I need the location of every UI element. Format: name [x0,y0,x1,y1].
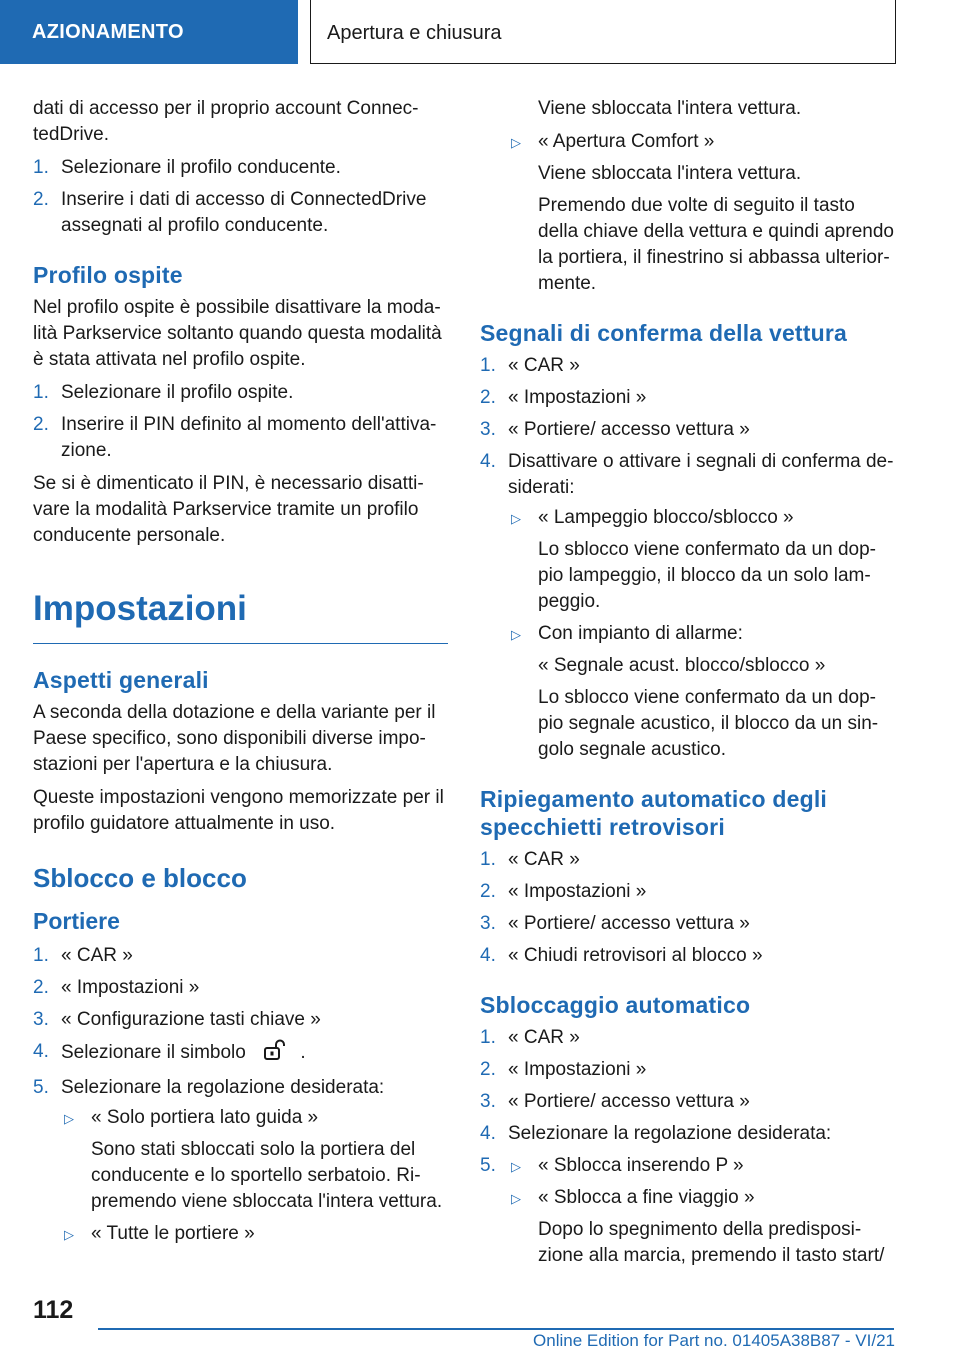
step-number: 4. [480,451,496,472]
step-number: 5. [33,1077,49,1098]
triangle-bullet-icon: ▷ [511,1159,521,1174]
step-text: « Chiudi retrovisori al blocco » [508,945,763,966]
step-text: Disattivare o attivare i segnali di conferma de-siderati: [508,451,894,498]
option-label: « Solo portiera lato guida » [91,1107,319,1128]
step-text: « Impostazioni » [508,387,647,408]
list-item [480,1153,895,1269]
step-number: 1. [33,157,49,178]
step-number: 2. [33,977,49,998]
option-label: Con impianto di allarme: [538,623,743,644]
paragraph: dati di accesso per il proprio account Connec-tedDrive. [33,98,419,145]
option-description: Viene sbloccata l'intera vettura. [538,163,802,184]
option-description: Premendo due volte di seguito il tasto della chiave della vettura e quindi aprendo la portiera, il finestrino si abbassa ulterior-mente. [538,195,894,294]
step-number: 3. [480,1091,496,1112]
list-item [480,879,895,905]
heading-general: Aspetti generali [33,667,209,693]
list-item [33,975,448,1001]
option-label: « Sblocca a fine viaggio » [538,1187,755,1208]
heading-confirmation-signals: Segnali di conferma della vettura [480,320,848,346]
chapter-title: AZIONAMENTO [32,21,184,43]
step-number: 4. [480,1123,496,1144]
footer-edition: Online Edition for Part no. 01405A38B87 - VI/21 [533,1331,895,1350]
option-item [508,129,895,297]
option-description: Lo sblocco viene confermato da un dop-pio lampeggio, il blocco da un solo lam-peggio. [538,539,876,612]
step-number: 4. [480,945,496,966]
step-text: « Portiere/ accesso vettura » [508,913,750,934]
step-text: « Portiere/ accesso vettura » [508,419,750,440]
step-number: 1. [480,849,496,870]
steps-list [33,380,448,464]
option-list [508,505,895,763]
list-item [33,1039,448,1069]
list-item [33,1075,448,1247]
step-text-suffix: . [300,1042,306,1063]
step-number: 3. [480,419,496,440]
list-item [480,417,895,443]
list-item [480,1057,895,1083]
step-number: 2. [480,881,496,902]
step-number: 4. [33,1041,49,1062]
option-item [61,1221,448,1247]
step-number: 2. [480,1059,496,1080]
step-number: 3. [480,913,496,934]
list-item [480,943,895,969]
step-text: « Configurazione tasti chiave » [61,1009,321,1030]
step-number: 2. [33,189,49,210]
option-description: Lo sblocco viene confermato da un dop-pio segnale acustico, il blocco da un sin-golo segnale acustico. [538,687,879,760]
paragraph: Nel profilo ospite è possibile disattivare la moda-lità Parkservice soltanto quando questa modalità è stata attivata nel profilo ospite. [33,297,442,370]
triangle-bullet-icon: ▷ [64,1111,74,1126]
step-number: 5. [480,1155,496,1176]
step-number: 1. [480,355,496,376]
list-item [33,412,448,464]
step-number: 1. [33,382,49,403]
step-number: 2. [33,414,49,435]
steps-list [33,155,448,239]
chapter-tab [0,0,298,64]
option-item [508,621,895,763]
steps-list [480,847,895,969]
list-item [33,187,448,239]
section-title: Apertura e chiusura [327,22,502,44]
heading-guest-profile: Profilo ospite [33,262,183,288]
steps-list [480,353,895,763]
step-text: « Impostazioni » [508,1059,647,1080]
step-text: « Impostazioni » [508,881,647,902]
page-number: 112 [33,1296,74,1324]
option-list [508,1153,895,1269]
step-text: Inserire i dati di accesso di ConnectedDrive assegnati al profilo conducente. [61,189,427,236]
step-text: Selezionare la regolazione desiderata: [61,1077,385,1098]
option-item [508,505,895,615]
heading-unlock-lock: Sblocco e blocco [33,863,247,893]
paragraph: Queste impostazioni vengono memorizzate per il profilo guidatore attualmente in uso. [33,787,444,834]
option-item [508,1185,895,1269]
list-item [480,385,895,411]
list-item [480,1121,895,1147]
triangle-bullet-icon: ▷ [511,511,521,526]
list-item [480,1025,895,1051]
list-item [480,353,895,379]
paragraph: A seconda della dotazione e della variante per il Paese specifico, sono disponibili diverse impo-stazioni per l'apertura e la chiusura. [33,702,436,775]
option-sublabel: « Segnale acust. blocco/sblocco » [538,655,826,676]
option-list [61,1105,448,1247]
step-text: Selezionare il simbolo [61,1042,246,1063]
step-text: Selezionare la regolazione desiderata: [508,1123,832,1144]
list-item [33,155,448,181]
option-description: Viene sbloccata l'intera vettura. [538,98,802,119]
triangle-bullet-icon: ▷ [64,1227,74,1242]
step-number: 3. [33,1009,49,1030]
triangle-bullet-icon: ▷ [511,135,521,150]
step-text: « CAR » [61,945,133,966]
paragraph: Se si è dimenticato il PIN, è necessario disatti-vare la modalità Parkservice tramite un profilo conducente personale. [33,473,424,546]
left-column [33,96,448,1254]
heading-mirror-folding: Ripiegamento automatico degli specchietti retrovisori [480,786,828,840]
step-number: 1. [33,945,49,966]
step-text: « Impostazioni » [61,977,200,998]
right-column [480,96,895,1276]
step-number: 2. [480,387,496,408]
step-number: 1. [480,1027,496,1048]
option-item [508,1153,895,1179]
option-description: Sono stati sbloccati solo la portiera del conducente e lo sportello serbatoio. Ri-premendo viene sbloccata l'intera vettura. [91,1139,443,1212]
step-text: Selezionare il profilo conducente. [61,157,341,178]
option-list [508,129,895,297]
heading-settings: Impostazioni [33,589,448,644]
option-label: « Lampeggio blocco/sblocco » [538,507,794,528]
step-text: Inserire il PIN definito al momento dell'attiva-zione. [61,414,437,461]
list-item [480,1089,895,1115]
step-text: « CAR » [508,1027,580,1048]
option-item [61,1105,448,1215]
step-text: « CAR » [508,849,580,870]
step-text: « CAR » [508,355,580,376]
option-label: « Sblocca inserendo P » [538,1155,744,1176]
step-text: « Portiere/ accesso vettura » [508,1091,750,1112]
list-item [480,449,895,763]
list-item [33,380,448,406]
footer-divider [98,1328,894,1330]
step-text: Selezionare il profilo ospite. [61,382,294,403]
list-item [33,943,448,969]
steps-list [480,1025,895,1269]
option-description: Dopo lo spegnimento della predisposi-zione alla marcia, premendo il tasto start/ [538,1219,885,1266]
section-tab [310,0,896,64]
heading-auto-unlock: Sbloccaggio automatico [480,992,751,1018]
list-item [480,847,895,873]
list-item [33,1007,448,1033]
option-label: « Tutte le portiere » [91,1223,255,1244]
unlocked-car-icon [261,1039,287,1069]
triangle-bullet-icon: ▷ [511,1191,521,1206]
option-label: « Apertura Comfort » [538,131,715,152]
steps-list [33,943,448,1247]
triangle-bullet-icon: ▷ [511,627,521,642]
list-item [480,911,895,937]
heading-doors: Portiere [33,908,120,934]
